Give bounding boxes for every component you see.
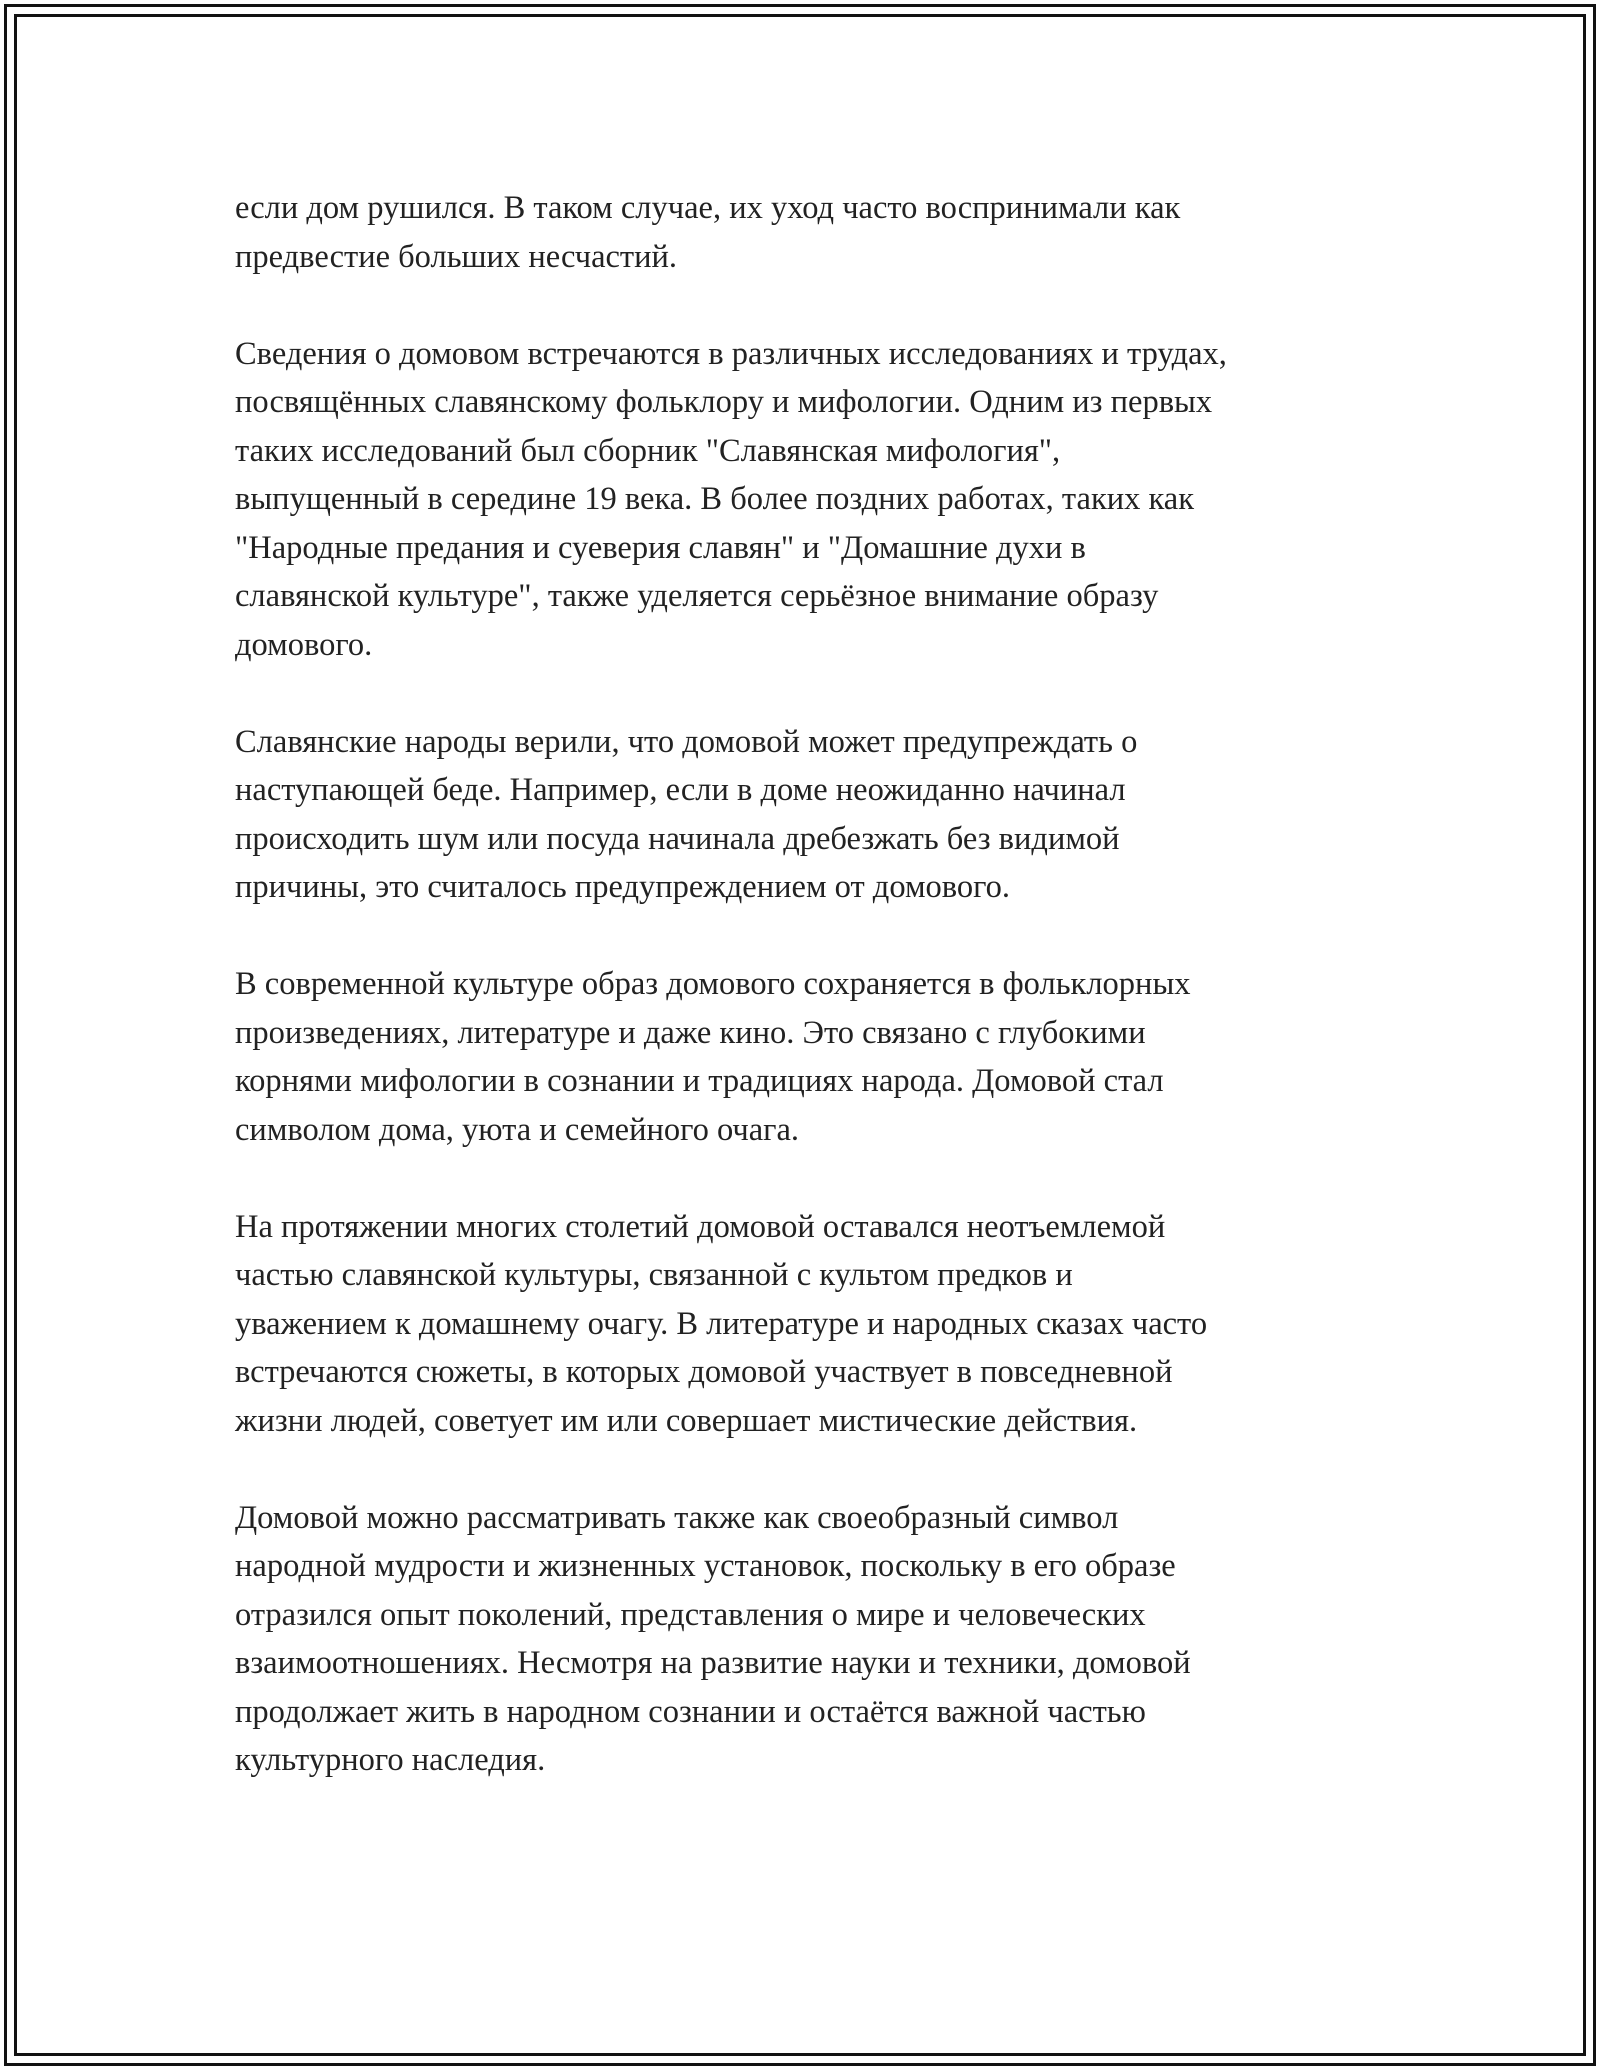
text-line: Домовой можно рассматривать также как своеобразный символ [235, 1499, 1119, 1536]
text-line: культурного наследия. [235, 1742, 546, 1778]
text-line: взаимоотношениях. Несмотря на развитие науки и техники, домовой [235, 1645, 1191, 1681]
text-line: славянской культуре", также уделяется серьёзное внимание образу [235, 578, 1159, 614]
paragraph-3 [235, 718, 1395, 912]
text-line: Славянские народы верили, что домовой может предупреждать о [235, 723, 1138, 760]
text-line: если дом рушился. В таком случае, их уход часто воспринимали как [235, 190, 1181, 226]
paragraph-4 [235, 960, 1395, 1154]
text-line: корнями мифологии в сознании и традициях народа. Домовой стал [235, 1063, 1164, 1099]
text-line: "Народные предания и суеверия славян" и "Домашние духи в [235, 529, 1086, 566]
text-line: уважением к домашнему очагу. В литературе и народных сказах часто [235, 1305, 1208, 1342]
text-line: отразился опыт поколений, представления о мире и человеческих [235, 1596, 1146, 1633]
text-line: происходить шум или посуда начинала дребезжать без видимой [235, 820, 1120, 857]
text-line: продолжает жить в народном сознании и остаётся важной частью [235, 1693, 1146, 1730]
text-line: причины, это считалось предупреждением от домового. [235, 869, 1011, 905]
text-line: таких исследований был сборник "Славянская мифология", [235, 432, 1061, 469]
text-line: предвестие больших несчастий. [235, 238, 678, 275]
text-line: выпущенный в середине 19 века. В более поздних работах, таких как [235, 481, 1195, 517]
text-line: На протяжении многих столетий домовой оставался неотъемлемой [235, 1208, 1166, 1245]
paragraph-6 [235, 1494, 1395, 1785]
text-line: частью славянской культуры, связанной с культом предков и [235, 1257, 1073, 1293]
document-body [235, 184, 1395, 1833]
text-line: жизни людей, советует им или совершает мистические действия. [235, 1402, 1138, 1439]
text-line: наступающей беде. Например, если в доме неожиданно начинал [235, 772, 1126, 808]
text-line: народной мудрости и жизненных установок, поскольку в его образе [235, 1548, 1176, 1584]
text-line: произведениях, литературе и даже кино. Это связано с глубокими [235, 1014, 1146, 1051]
paragraph-5 [235, 1203, 1395, 1446]
text-line: Сведения о домовом встречаются в различных исследованиях и трудах, [235, 335, 1227, 372]
text-line: встречаются сюжеты, в которых домовой участвует в повседневной [235, 1354, 1173, 1390]
text-line: домового. [235, 626, 373, 663]
paragraph-1 [235, 184, 1395, 281]
paragraph-2 [235, 330, 1395, 670]
text-line: В современной культуре образ домового сохраняется в фольклорных [235, 966, 1191, 1002]
text-line: посвящённых славянскому фольклору и мифологии. Одним из первых [235, 384, 1213, 420]
text-line: символом дома, уюта и семейного очага. [235, 1111, 800, 1148]
